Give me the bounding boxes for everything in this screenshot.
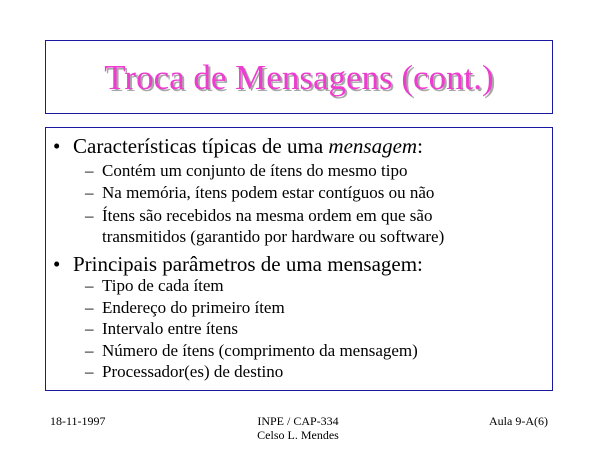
bullet-characteristics: [53, 136, 423, 157]
param-item-label: Intervalo entre ítens: [102, 319, 238, 338]
slide-title: Troca de Mensagens (cont.): [104, 57, 494, 97]
footer-lesson: Aula 9-A(6): [489, 414, 548, 428]
sub-item-3-continuation: transmitidos (garantido por hardware ou software): [102, 227, 445, 246]
sub-item-label: Ítens são recebidos na mesma ordem em que são: [102, 206, 433, 225]
param-item-label: Tipo de cada ítem: [102, 276, 224, 295]
param-item-4: [85, 342, 418, 359]
title-box: [45, 40, 553, 114]
dash-glyph: –: [85, 206, 94, 225]
content-box: [45, 127, 553, 391]
footer-date: 18-11-1997: [50, 414, 106, 428]
param-item-2: [85, 299, 285, 316]
sub-item-2: [85, 184, 434, 201]
bullet-characteristics-emphasis: mensagem: [328, 134, 418, 158]
sub-item-label: Na memória, ítens podem estar contíguos ou não: [102, 183, 435, 202]
sub-item-1: [85, 162, 408, 179]
bullet-parameters: [53, 254, 423, 275]
dash-glyph: –: [85, 276, 94, 295]
footer-center: [248, 415, 348, 443]
param-item-label: Número de ítens (comprimento da mensagem): [102, 341, 418, 360]
param-item-label: Processador(es) de destino: [102, 362, 284, 381]
bullet-glyph: •: [53, 134, 61, 158]
param-item-label: Endereço do primeiro ítem: [102, 298, 285, 317]
bullet-parameters-label: Principais parâmetros de uma mensagem:: [73, 252, 423, 276]
sub-item-label: Contém um conjunto de ítens do mesmo tipo: [102, 161, 408, 180]
param-item-3: [85, 320, 238, 337]
dash-glyph: –: [85, 362, 94, 381]
dash-glyph: –: [85, 341, 94, 360]
footer-author: Celso L. Mendes: [257, 427, 339, 442]
bullet-characteristics-prefix: Características típicas de uma: [73, 134, 329, 158]
dash-glyph: –: [85, 161, 94, 180]
footer-course: INPE / CAP-334: [257, 414, 339, 428]
dash-glyph: –: [85, 183, 94, 202]
sub-item-3: [85, 207, 432, 224]
dash-glyph: –: [85, 319, 94, 338]
bullet-glyph: •: [53, 252, 61, 276]
dash-glyph: –: [85, 298, 94, 317]
param-item-1: [85, 277, 224, 294]
bullet-characteristics-suffix: :: [417, 134, 423, 158]
param-item-5: [85, 363, 283, 380]
